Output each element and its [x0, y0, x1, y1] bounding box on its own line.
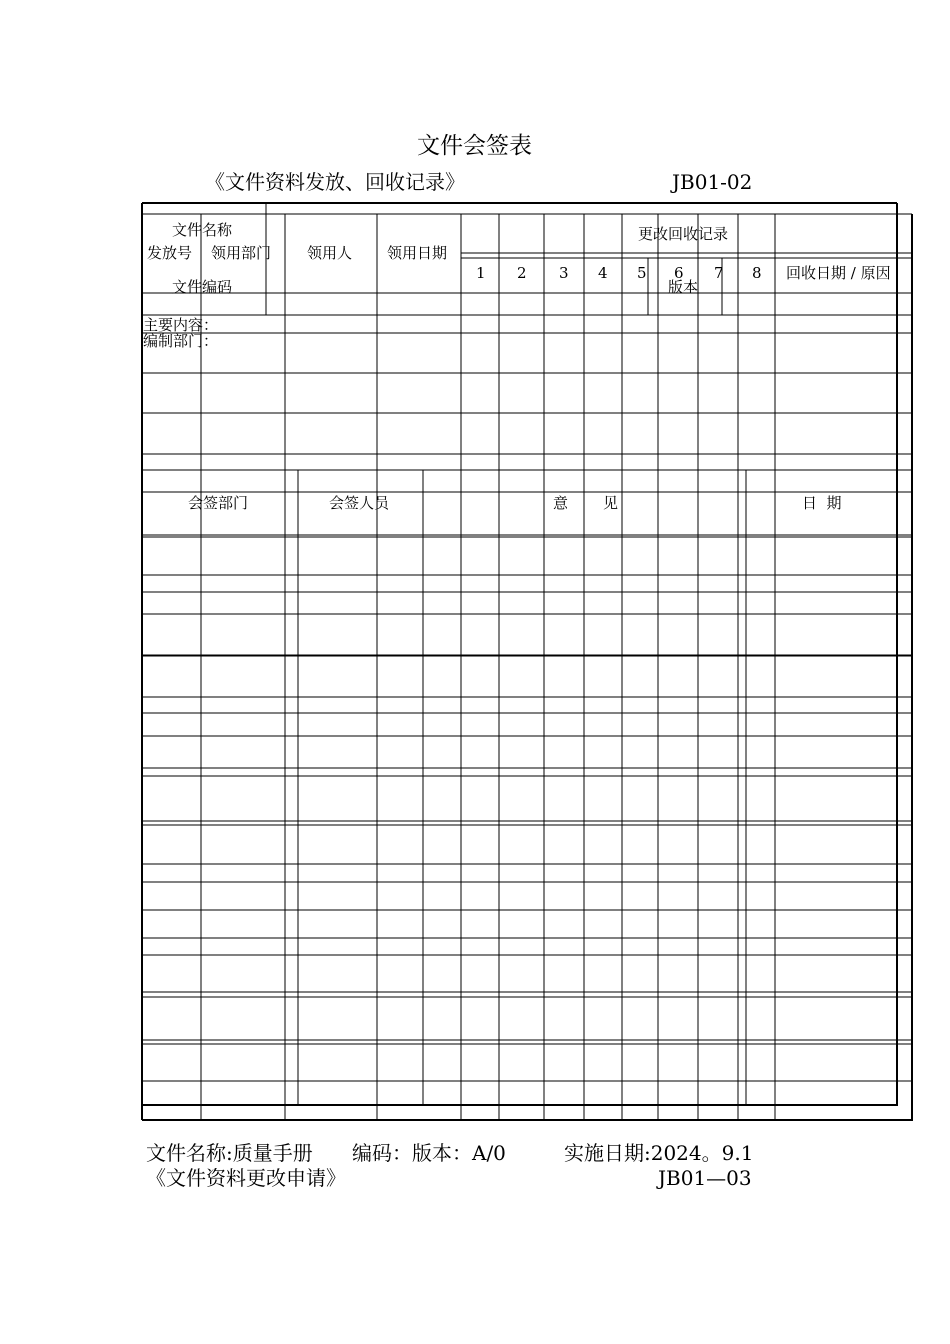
footer-file-name: 文件名称:质量手册	[146, 1141, 313, 1165]
sign-person-label: 会签人员	[329, 494, 390, 512]
file-name-label: 文件名称	[172, 221, 233, 239]
main-content-label: 主要内容：	[143, 316, 219, 334]
file-code-label: 文件编码	[172, 278, 233, 296]
version-label: 版本	[668, 278, 699, 296]
footer-form-title: 《文件资料更改申请》	[146, 1166, 346, 1190]
receive-date-label: 领用日期	[387, 244, 448, 262]
issue-no-label: 发放号	[147, 244, 193, 262]
receiving-dept-label: 领用部门	[211, 244, 272, 262]
opinion-label-2: 见	[603, 494, 619, 512]
change-recovery-label: 更改回收记录	[638, 225, 729, 243]
recipient-label: 领用人	[307, 244, 353, 262]
change-col-1: 1	[476, 264, 486, 282]
change-col-6: 6	[674, 264, 684, 282]
change-col-4: 4	[598, 264, 608, 282]
form-code: JB01-02	[672, 170, 753, 194]
page-title: 文件会签表	[417, 133, 532, 159]
sign-date-label: 日 期	[802, 494, 842, 512]
footer-form-code: JB01—03	[658, 1166, 752, 1190]
change-col-3: 3	[559, 264, 569, 282]
opinion-label-1: 意	[553, 494, 569, 512]
change-col-5: 5	[637, 264, 647, 282]
form-title: 《文件资料发放、回收记录》	[205, 170, 465, 194]
recovery-date-reason-label: 回收日期 / 原因	[786, 264, 891, 282]
sign-dept-label: 会签部门	[188, 494, 249, 512]
change-col-7: 7	[714, 264, 724, 282]
footer-code-version: 编码：版本：A/0	[352, 1141, 506, 1165]
footer-effective-date: 实施日期:2024。9.1	[564, 1141, 754, 1165]
compiling-dept-label: 编制部门：	[143, 332, 219, 350]
change-col-8: 8	[752, 264, 762, 282]
change-col-2: 2	[517, 264, 527, 282]
